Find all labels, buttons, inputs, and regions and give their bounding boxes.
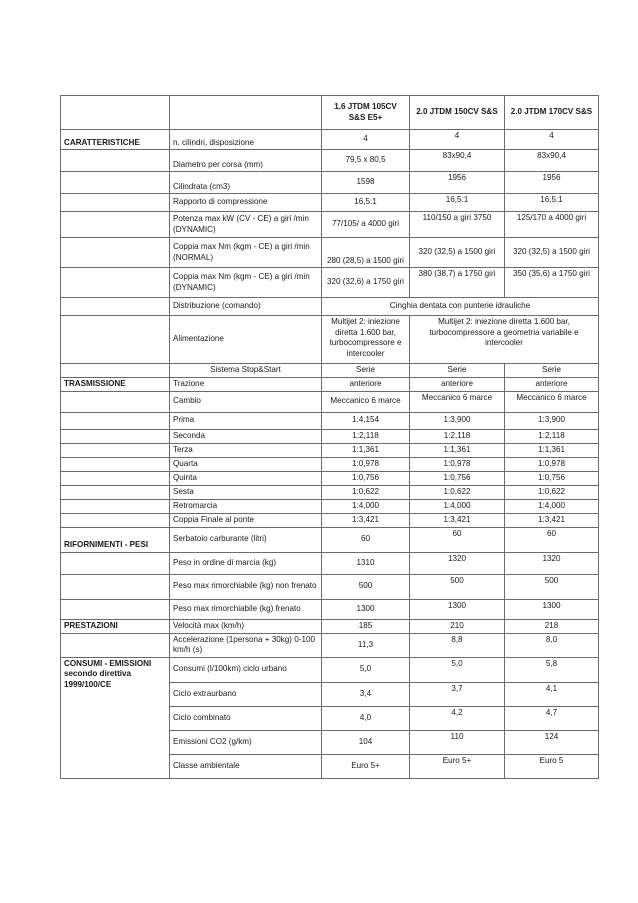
table-row	[61, 298, 599, 316]
value-cell: anteriore	[410, 377, 505, 391]
row-label: Coppia max Nm (kgm - CE) a giri /min (DYNAMIC)	[170, 268, 322, 298]
value-cell: 5,0	[322, 657, 410, 682]
empty-cell	[61, 96, 170, 130]
value-cell: 8,0	[505, 633, 599, 657]
row-label: Ciclo extraurbano	[170, 682, 322, 706]
value-cell: Multijet 2: iniezione diretta 1.600 bar, turbocompressore e intercooler	[322, 316, 410, 364]
value-cell: 1956	[505, 172, 599, 194]
value-cell: 1:1,361	[322, 443, 410, 457]
value-cell: 5,8	[505, 657, 599, 682]
table-row	[61, 364, 599, 378]
specs-table	[60, 95, 599, 779]
value-cell: 1:0,756	[410, 471, 505, 485]
empty-cell	[61, 316, 170, 364]
row-label: Sesta	[170, 485, 322, 499]
value-cell: 83x90,4	[505, 150, 599, 172]
table-row	[61, 633, 599, 657]
value-cell: 1:4,000	[410, 499, 505, 513]
row-label: Cilindrata (cm3)	[170, 172, 322, 194]
empty-cell	[170, 96, 322, 130]
row-label: n. cilindri, disposizione	[170, 130, 322, 150]
row-label: Ciclo combinato	[170, 706, 322, 730]
value-cell: 4,7	[505, 706, 599, 730]
table-row	[61, 172, 599, 194]
value-cell: 3,4	[322, 682, 410, 706]
value-cell: 280 (28,5) a 1500 giri	[322, 238, 410, 268]
value-cell: 60	[410, 527, 505, 552]
empty-cell	[61, 150, 170, 172]
value-cell: 1300	[410, 599, 505, 619]
value-cell-merged: Multijet 2: iniezione diretta 1.600 bar, turbocompressore a geometria variabile e intercooler	[410, 316, 599, 364]
category-label: CONSUMI - EMISSIONI secondo direttiva 1999/100/CE	[61, 657, 170, 778]
value-cell: 124	[505, 730, 599, 754]
table-row	[61, 150, 599, 172]
value-cell: 83x90,4	[410, 150, 505, 172]
value-cell: 500	[505, 574, 599, 599]
table-row	[61, 443, 599, 457]
empty-cell	[61, 513, 170, 527]
value-cell: Meccanico 6 marce	[410, 391, 505, 412]
category-label: RIFORNIMENTI - PESI	[61, 527, 170, 552]
empty-cell	[61, 633, 170, 657]
value-cell: 16,5:1	[505, 194, 599, 212]
value-cell: 1:0,978	[322, 457, 410, 471]
table-row	[61, 657, 599, 682]
value-cell: 77/105/ a 4000 giri	[322, 212, 410, 238]
value-cell: 16,5:1	[322, 194, 410, 212]
value-cell: 3,7	[410, 682, 505, 706]
value-cell: 1:1,361	[410, 443, 505, 457]
value-cell: anteriore	[322, 377, 410, 391]
value-cell: 1:0,756	[322, 471, 410, 485]
value-cell: 60	[505, 527, 599, 552]
value-cell: 1300	[505, 599, 599, 619]
value-cell: 104	[322, 730, 410, 754]
empty-cell	[61, 499, 170, 513]
value-cell: 218	[505, 619, 599, 633]
category-label: PRESTAZIONI	[61, 619, 170, 633]
value-cell: 4	[505, 130, 599, 150]
header-row	[61, 96, 599, 130]
row-label: Cambio	[170, 391, 322, 412]
row-label: Trazione	[170, 377, 322, 391]
value-cell: Serie	[322, 364, 410, 378]
table-row	[61, 316, 599, 364]
table-row	[61, 212, 599, 238]
value-cell: 60	[322, 527, 410, 552]
row-label: Quarta	[170, 457, 322, 471]
value-cell: 110/150 a giri 3750	[410, 212, 505, 238]
category-label: CARATTERISTICHE	[61, 130, 170, 150]
value-cell: 16,5:1	[410, 194, 505, 212]
row-label: Prima	[170, 412, 322, 429]
empty-cell	[61, 212, 170, 238]
value-cell: Euro 5	[505, 754, 599, 778]
model-header: 2.0 JTDM 150CV S&S	[410, 96, 505, 130]
value-cell: 210	[410, 619, 505, 633]
row-label: Classe ambientale	[170, 754, 322, 778]
row-label: Accelerazione (1persona + 30kg) 0-100 km/h (s)	[170, 633, 322, 657]
value-cell: 1:3,900	[410, 412, 505, 429]
value-cell: 79,5 x 80,5	[322, 150, 410, 172]
value-cell: 110	[410, 730, 505, 754]
row-label: Quinta	[170, 471, 322, 485]
value-cell: 500	[322, 574, 410, 599]
value-cell: Meccanico 6 marce	[505, 391, 599, 412]
empty-cell	[61, 298, 170, 316]
value-cell: 1310	[322, 552, 410, 574]
empty-cell	[61, 443, 170, 457]
table-row	[61, 552, 599, 574]
value-cell: 1:2,118	[410, 429, 505, 443]
table-row	[61, 619, 599, 633]
table-row	[61, 471, 599, 485]
value-cell: 185	[322, 619, 410, 633]
value-cell: 500	[410, 574, 505, 599]
empty-cell	[61, 599, 170, 619]
value-cell: 125/170 a 4000 giri	[505, 212, 599, 238]
value-cell: 320 (32,5) a 1500 giri	[410, 238, 505, 268]
value-cell: 380 (38,7) a 1750 giri	[410, 268, 505, 298]
value-cell: 1:0,756	[505, 471, 599, 485]
table-row	[61, 238, 599, 268]
table-row	[61, 599, 599, 619]
table-row	[61, 485, 599, 499]
value-cell: 1:2,118	[322, 429, 410, 443]
value-cell: 1:0,978	[505, 457, 599, 471]
row-label: Coppia Finale al ponte	[170, 513, 322, 527]
row-label: Peso max rimorchiabile (kg) non frenato	[170, 574, 322, 599]
value-cell: 4	[322, 130, 410, 150]
empty-cell	[61, 552, 170, 574]
value-cell: anteriore	[505, 377, 599, 391]
empty-cell	[61, 471, 170, 485]
value-cell: Serie	[505, 364, 599, 378]
value-cell: 1:4,000	[322, 499, 410, 513]
empty-cell	[61, 194, 170, 212]
value-cell-merged: Cinghia dentata con punterie idrauliche	[322, 298, 599, 316]
table-row	[61, 513, 599, 527]
table-row	[61, 499, 599, 513]
value-cell: 4,1	[505, 682, 599, 706]
empty-cell	[61, 574, 170, 599]
value-cell: 1:4,000	[505, 499, 599, 513]
value-cell: 1300	[322, 599, 410, 619]
value-cell: 1598	[322, 172, 410, 194]
row-label: Coppia max Nm (kgm - CE) a giri /min (NORMAL)	[170, 238, 322, 268]
row-label: Diametro per corsa (mm)	[170, 150, 322, 172]
table-row	[61, 429, 599, 443]
model-header: 1.6 JTDM 105CV S&S E5+	[322, 96, 410, 130]
value-cell: 1:3,421	[410, 513, 505, 527]
value-cell: 4,2	[410, 706, 505, 730]
value-cell: 1:0,622	[410, 485, 505, 499]
value-cell: 8,8	[410, 633, 505, 657]
row-label: Peso max rimorchiabile (kg) frenato	[170, 599, 322, 619]
value-cell: 1956	[410, 172, 505, 194]
value-cell: 1:0,622	[322, 485, 410, 499]
row-label: Emissioni CO2 (g/km)	[170, 730, 322, 754]
row-label: Terza	[170, 443, 322, 457]
model-header: 2.0 JTDM 170CV S&S	[505, 96, 599, 130]
empty-cell	[61, 412, 170, 429]
table-row	[61, 574, 599, 599]
row-label: Alimentazione	[170, 316, 322, 364]
table-row	[61, 130, 599, 150]
empty-cell	[61, 485, 170, 499]
value-cell: 350 (35,6) a 1750 giri	[505, 268, 599, 298]
value-cell: 5,0	[410, 657, 505, 682]
value-cell: 1320	[410, 552, 505, 574]
row-label: Velocità max (km/h)	[170, 619, 322, 633]
empty-cell	[61, 172, 170, 194]
value-cell: 320 (32,6) a 1750 giri	[322, 268, 410, 298]
value-cell: 4	[410, 130, 505, 150]
value-cell: 1:4,154	[322, 412, 410, 429]
value-cell: 1:3,900	[505, 412, 599, 429]
value-cell: 1320	[505, 552, 599, 574]
empty-cell	[61, 268, 170, 298]
value-cell: 1:0,622	[505, 485, 599, 499]
value-cell: 1:3,421	[505, 513, 599, 527]
row-label: Peso in ordine di marcia (kg)	[170, 552, 322, 574]
row-label: Sistema Stop&Start	[170, 364, 322, 378]
value-cell: Euro 5+	[322, 754, 410, 778]
row-label: Retromarcia	[170, 499, 322, 513]
row-label: Consumi (l/100km) ciclo urbano	[170, 657, 322, 682]
empty-cell	[61, 457, 170, 471]
row-label: Potenza max kW (CV - CE) a giri /min (DYNAMIC)	[170, 212, 322, 238]
table-row	[61, 412, 599, 429]
row-label: Rapporto di compressione	[170, 194, 322, 212]
table-row	[61, 527, 599, 552]
value-cell: 1:1,361	[505, 443, 599, 457]
table-row	[61, 377, 599, 391]
category-label: TRASMISSIONE	[61, 377, 170, 391]
value-cell: Serie	[410, 364, 505, 378]
value-cell: 4,0	[322, 706, 410, 730]
value-cell: Euro 5+	[410, 754, 505, 778]
value-cell: Meccanico 6 marce	[322, 391, 410, 412]
table-row	[61, 457, 599, 471]
value-cell: 1:0,978	[410, 457, 505, 471]
row-label: Seconda	[170, 429, 322, 443]
empty-cell	[61, 429, 170, 443]
value-cell: 11,3	[322, 633, 410, 657]
table-row	[61, 391, 599, 412]
row-label: Serbatoio carburante (litri)	[170, 527, 322, 552]
table-row	[61, 268, 599, 298]
empty-cell	[61, 364, 170, 378]
row-label: Distribuzione (comando)	[170, 298, 322, 316]
value-cell: 320 (32,5) a 1500 giri	[505, 238, 599, 268]
table-row	[61, 194, 599, 212]
empty-cell	[61, 391, 170, 412]
value-cell: 1:3,421	[322, 513, 410, 527]
empty-cell	[61, 238, 170, 268]
value-cell: 1:2,118	[505, 429, 599, 443]
